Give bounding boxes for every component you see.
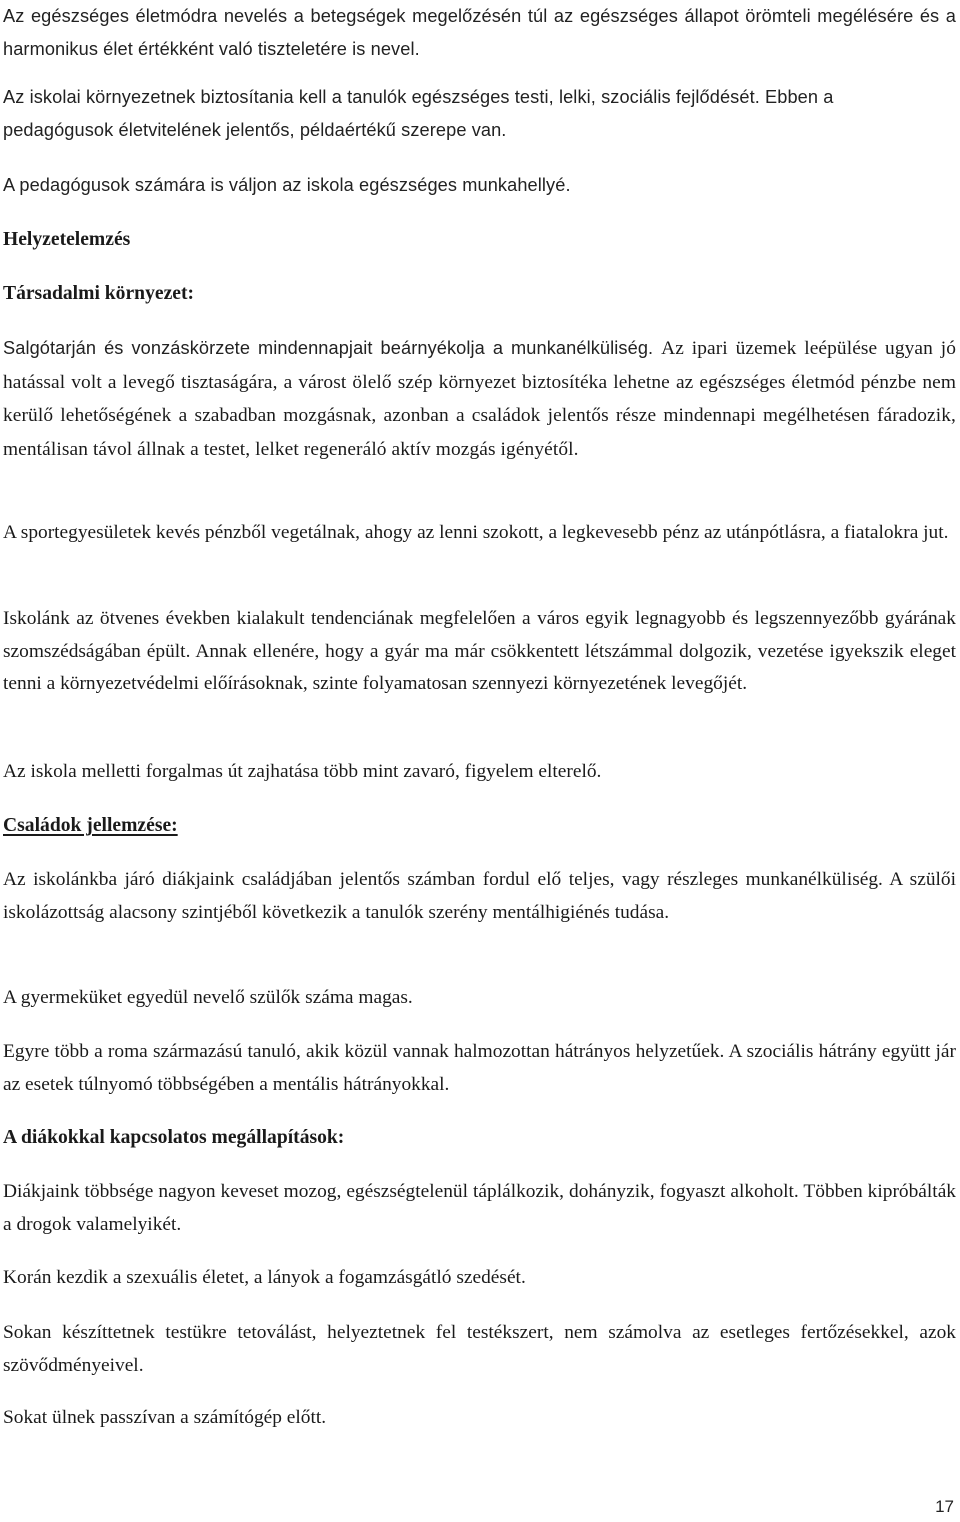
intro-paragraph-1: Az egészséges életmódra nevelés a betegségek megelőzésén túl az egészséges állapot örömteli megélésére és a harmonikus élet értékként való tiszteletére is nevel. [3,6,956,59]
intro-paragraph-3: A pedagógusok számára is váljon az iskola egészséges munkahellyé. [3,175,571,195]
section-heading-diakok: A diákokkal kapcsolatos megállapítások: [3,1127,345,1148]
factory-pollution-sentence: Annak ellenére, hogy a gyár ma már csökkentett létszámmal dolgozik, vezetése igyekszik eleget tenni a környezetvédelmi előírásoknak, szinte folyamatosan szennyezi környezetének levegőjét. [3,640,956,694]
csaladok-paragraph-3: Egyre több a roma származású tanuló, akik közül vannak halmozottan hátrányos helyzetűek. A szociális hátrány együtt jár az esetek túlnyomó többségében a mentális hátrányokkal. [3,1041,956,1095]
section-heading-csaladok: Családok jellemzése: [3,815,178,836]
tarsadalmi-paragraph-4: Az iskola melletti forgalmas út zajhatása több mint zavaró, figyelem elterelő. [3,761,602,782]
diakok-paragraph-3: Sokan készíttetnek testükre tetoválást, helyeztetnek fel testékszert, nem számolva az esetleges fertőzésekkel, azok szövődményeivel. [3,1322,956,1376]
section-heading-helyzetelemzes: Helyzetelemzés [3,229,131,250]
diakok-paragraph-4: Sokat ülnek passzívan a számítógép előtt. [3,1407,327,1428]
page-number: 17 [935,1497,954,1516]
diakok-paragraph-2: Korán kezdik a szexuális életet, a lányok a fogamzásgátló szedését. [3,1267,526,1288]
tarsadalmi-paragraph-2: A sportegyesületek kevés pénzből vegetálnak, ahogy az lenni szokott, a legkevesebb pénz az utánpótlásra, a fiatalokra jut. [3,522,949,543]
intro-paragraph-2: Az iskolai környezetnek biztosítania kell a tanulók egészséges testi, lelki, szociális fejlődését. Ebben a pedagógusok életvitelének jelentős, példaértékű szerepe van. [3,87,834,140]
csaladok-paragraph-2: A gyermeküket egyedül nevelő szülők száma magas. [3,987,413,1008]
factory-location-sentence: Iskolánk az ötvenes években kialakult tendenciának megfelelően a város egyik legnagyobb és legszennyezőbb gyárának szomszédságában épült. [3,608,956,662]
section-heading-tarsadalmi: Társadalmi környezet: [3,283,195,304]
tarsadalmi-paragraph-3 [3,603,956,701]
industry-sentence: Az ipari üzemek leépülése ugyan jó hatással volt a levegő tisztaságára, a várost ölelő szép környezet biztosítéka lehetne az egészséges életmód pénzbe nem kerülő lehetőségének a szabadban mozgásnak, azonban a családok jelentős része mindennapi megélhetésen fáradozik, mentálisan távol állnak a testet, lelket regeneráló aktív mozgás igényétől. [3,338,956,460]
csaladok-paragraph-1: Az iskolánkba járó diákjaink családjában jelentős számban fordul elő teljes, vagy részleges munkanélküliség. A szülői iskolázottság alacsony szintjéből következik a tanulók szerény mentálhigiénés tudása. [3,869,956,923]
unemployment-sentence: Salgótarján és vonzáskörzete mindennapjait beárnyékolja a munkanélküliség. [3,338,654,358]
diakok-paragraph-1: Diákjaink többsége nagyon keveset mozog, egészségtelenül táplálkozik, dohányzik, fogyaszt alkoholt. Többen kipróbálták a drogok valamelyikét. [3,1181,956,1235]
tarsadalmi-paragraph-1 [3,332,956,466]
